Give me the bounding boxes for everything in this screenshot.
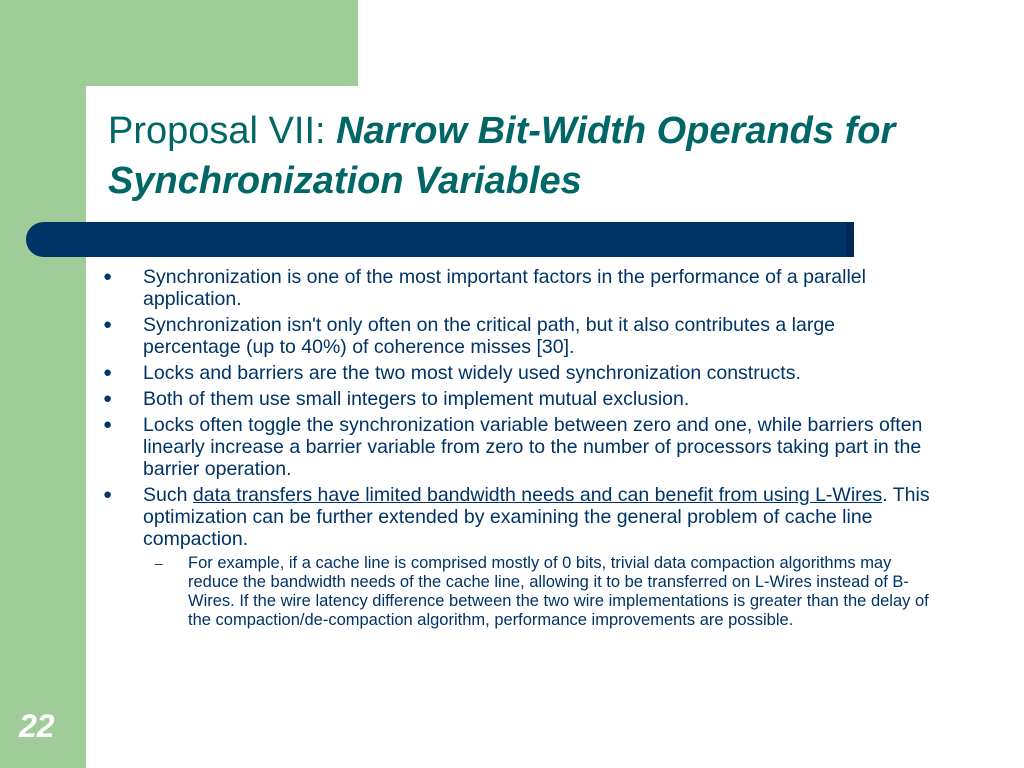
bullet-text-pre: Such (143, 484, 193, 506)
top-green-block (86, 0, 358, 86)
list-item (103, 314, 933, 358)
title-divider-bar-end (846, 222, 854, 257)
list-item (103, 266, 933, 310)
bullet-text: Synchronization isn't only often on the critical path, but it also contributes a large percentage (up to 40%) of coherence misses [30]. (143, 314, 836, 358)
title-prefix: Proposal VII: (108, 110, 337, 152)
bullet-list (103, 266, 933, 630)
bullet-text: Locks and barriers are the two most widely used synchronization constructs. (143, 362, 801, 384)
title-emphasis: Narrow Bit-Width Operands for Synchronization Variables (108, 110, 896, 202)
list-item (103, 388, 933, 410)
sub-list-item (103, 554, 933, 630)
bullet-text: Synchronization is one of the most important factors in the performance of a parallel application. (143, 266, 866, 310)
bullet-icon: ● (103, 390, 113, 407)
slide-title (108, 106, 1008, 206)
bullet-icon: ● (103, 316, 113, 333)
list-item (103, 414, 933, 480)
title-divider-bar (26, 222, 854, 257)
bullet-icon: ● (103, 486, 113, 503)
bullet-icon: ● (103, 268, 113, 285)
left-green-band (0, 0, 86, 768)
list-item (103, 362, 933, 384)
bullet-icon: ● (103, 416, 113, 433)
bullet-text-post: . This optimization can be further extended by examining the general problem of cache line compaction. (143, 484, 930, 550)
dash-icon: – (155, 555, 163, 571)
list-item (103, 484, 933, 550)
page-number: 22 (19, 708, 55, 744)
sub-bullet-text: For example, if a cache line is comprised mostly of 0 bits, trivial data compaction algorithms may reduce the bandwidth needs of the cache line, allowing it to be transferred on L-Wires instead of B-Wires. If the wire latency difference between the two wire implementations is greater than the delay of the compaction/de-compaction algorithm, performance improvements are possible. (188, 554, 929, 629)
l-wires-link[interactable]: data transfers have limited bandwidth needs and can benefit from using L-Wires (192, 484, 883, 506)
bullet-text: Locks often toggle the synchronization variable between zero and one, while barriers often linearly increase a barrier variable from zero to the number of processors taking part in the barrier operation. (143, 414, 923, 480)
bullet-text: Both of them use small integers to implement mutual exclusion. (143, 388, 690, 410)
bullet-icon: ● (103, 364, 113, 381)
